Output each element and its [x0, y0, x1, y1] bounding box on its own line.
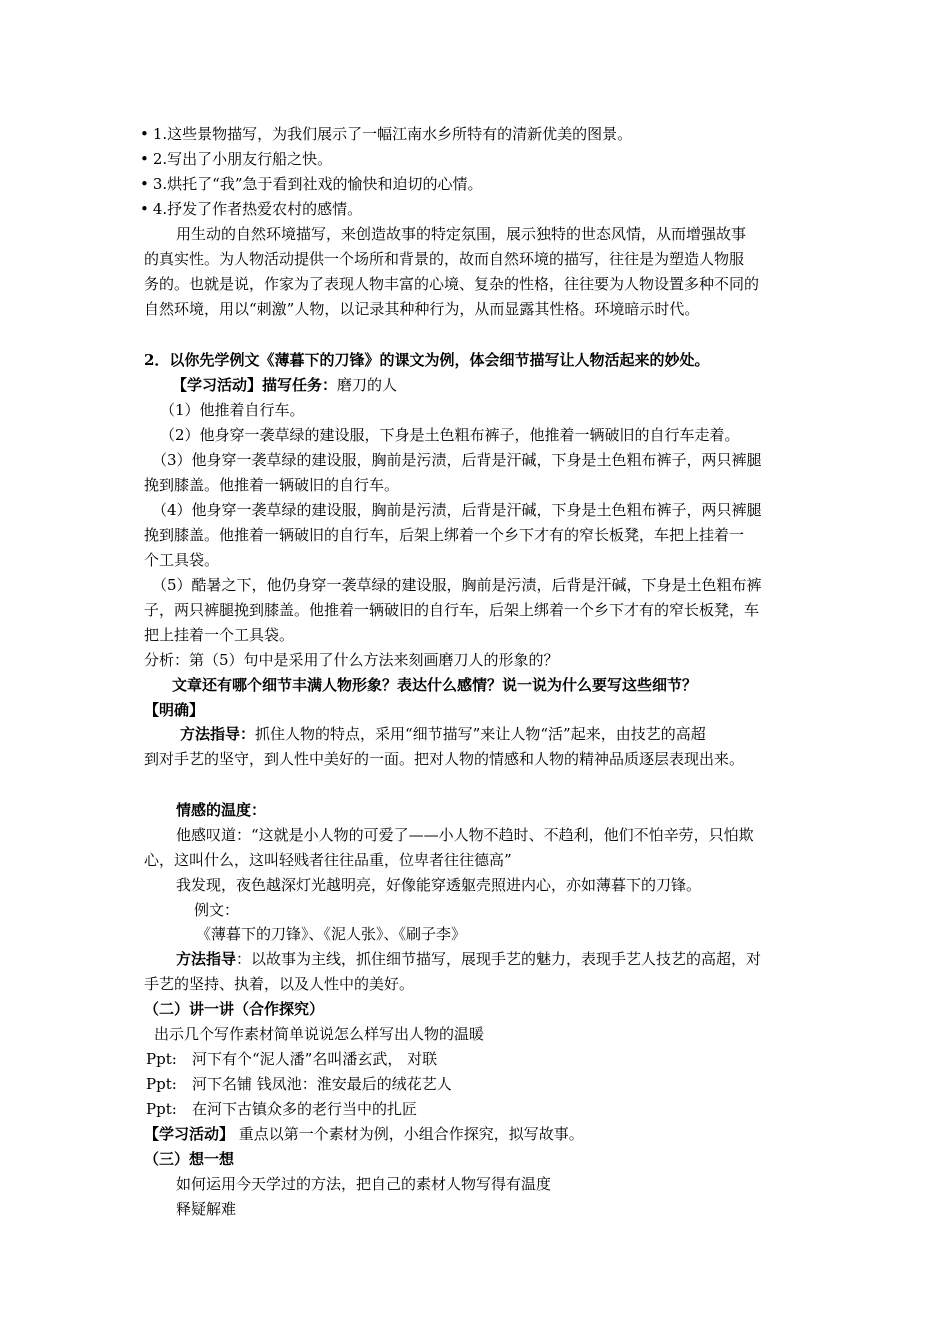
example-sentence: （2）他身穿一袭草绿的建设服，下身是土色粗布裤子，他推着一辆破旧的自行车走着。: [160, 426, 740, 444]
method-guide-text: 抓住人物的特点，采用“细节描写”来让人物“活”起来，由技艺的高超: [255, 725, 706, 743]
activity-line: [144, 1122, 814, 1147]
activity-line: [172, 373, 842, 398]
example-titles: 《薄暮下的刀锋》、《泥人张》、《刷子李》: [196, 925, 467, 943]
method-guide-text: ：以故事为主线，抓住细节描写，展现手艺的魅力，表现手艺人技艺的高超，对: [236, 950, 762, 968]
example-sentence: 个工具袋。: [144, 551, 220, 569]
ppt-label: Ppt:: [146, 1100, 177, 1118]
paragraph-line: 用生动的自然环境描写，来创造故事的特定氛围，展示独特的世态风情，从而增强故事: [176, 225, 747, 243]
method-guide-line: 手艺的坚持、执着，以及人性中的美好。: [144, 975, 415, 993]
quote-line: 我发现，夜色越深灯光越明亮，好像能穿透躯壳照进内心，亦如薄暮下的刀锋。: [176, 876, 702, 894]
ppt-label: Ppt:: [146, 1050, 177, 1068]
section-heading: （二）讲一讲（合作探究）: [144, 1000, 325, 1018]
example-sentence: 把上挂着一个工具袋。: [144, 626, 295, 644]
ppt-text: 河下有个“泥人潘”名叫潘玄武， 对联: [192, 1050, 438, 1068]
activity-task: 磨刀的人: [337, 376, 398, 394]
example-sentence: （4）他身穿一袭草绿的建设服，胸前是污渍，后背是汗碱，下身是土色粗布裤子，两只裤腿: [152, 501, 762, 519]
section-text: 释疑解难: [176, 1200, 237, 1218]
question-heading: 2．以你先学例文《薄暮下的刀锋》的课文为例，体会细节描写让人物活起来的妙处。: [144, 351, 710, 369]
method-guide-label: 方法指导: [176, 950, 237, 968]
bullet-item: • 3.烘托了“我”急于看到社戏的愉快和迫切的心情。: [140, 172, 810, 197]
bullet-item: • 1.这些景物描写，为我们展示了一幅江南水乡所特有的清新优美的图景。: [140, 122, 810, 147]
example-sentence: 挽到膝盖。他推着一辆破旧的自行车。: [144, 476, 400, 494]
section-intro: 出示几个写作素材简单说说怎么样写出人物的温暖: [154, 1025, 485, 1043]
bullet-item: • 2.写出了小朋友行船之快。: [140, 147, 810, 172]
ppt-text: 河下名铺 钱凤池：淮安最后的绒花艺人: [192, 1075, 452, 1093]
method-guide-line: [180, 722, 850, 747]
ppt-item: [146, 1072, 816, 1097]
example-sentence: 子，两只裤腿挽到膝盖。他推着一辆破旧的自行车，后架上绑着一个乡下才有的窄长板凳，车: [144, 601, 760, 619]
example-sentence: 挽到膝盖。他推着一辆破旧的自行车，后架上绑着一个乡下才有的窄长板凳，车把上挂着一: [144, 526, 745, 544]
detail-question: 文章还有哪个细节丰满人物形象？表达什么感情？说一说为什么要写这些细节？: [172, 676, 698, 694]
mingque-label: 【明确】: [144, 701, 205, 719]
activity-text: 重点以第一个素材为例，小组合作探究，拟写故事。: [234, 1125, 584, 1143]
example-sentence: （3）他身穿一袭草绿的建设服，胸前是污渍，后背是汗碱，下身是土色粗布裤子，两只裤腿: [152, 451, 762, 469]
ppt-item: [146, 1047, 816, 1072]
method-guide-line: 到对手艺的坚守，到人性中美好的一面。把对人物的情感和人物的精神品质逐层表现出来。: [144, 750, 745, 768]
paragraph-line: 自然环境，用以“刺激”人物，以记录其种种行为，从而显露其性格。环境暗示时代。: [144, 300, 700, 318]
activity-label: 【学习活动】: [144, 1125, 235, 1143]
quote-line: 他感叹道：“这就是小人物的可爱了——小人物不趋时、不趋利，他们不怕辛劳，只怕欺: [176, 826, 754, 844]
method-guide-label: 方法指导：: [180, 725, 256, 743]
section-text: 如何运用今天学过的方法，把自己的素材人物写得有温度: [176, 1175, 552, 1193]
paragraph-line: 的真实性。为人物活动提供一个场所和背景的，故而自然环境的描写，往往是为塑造人物服: [144, 250, 745, 268]
activity-label: 【学习活动】描写任务：: [172, 376, 338, 394]
warmth-heading: 情感的温度：: [176, 801, 267, 819]
bullet-item: • 4.抒发了作者热爱农村的感情。: [140, 197, 810, 222]
example-label: 例文：: [194, 901, 240, 919]
analysis-question: 分析：第（5）句中是采用了什么方法来刻画磨刀人的形象的？: [144, 651, 559, 669]
section-heading: （三）想一想: [144, 1150, 235, 1168]
ppt-item: [146, 1097, 816, 1122]
example-sentence: （5）酷暑之下，他仍身穿一袭草绿的建设服，胸前是污渍，后背是汗碱，下身是土色粗布裤: [152, 576, 762, 594]
method-guide-line: [176, 947, 846, 972]
ppt-text: 在河下古镇众多的老行当中的扎匠: [192, 1100, 418, 1118]
ppt-label: Ppt:: [146, 1075, 177, 1093]
example-sentence: （1）他推着自行车。: [160, 401, 305, 419]
quote-line: 心，这叫什么，这叫轻贱者往往品重，位卑者往往德高”: [144, 851, 512, 869]
paragraph-line: 务的。也就是说，作家为了表现人物丰富的心境、复杂的性格，往往要为人物设置多种不同的: [144, 275, 760, 293]
